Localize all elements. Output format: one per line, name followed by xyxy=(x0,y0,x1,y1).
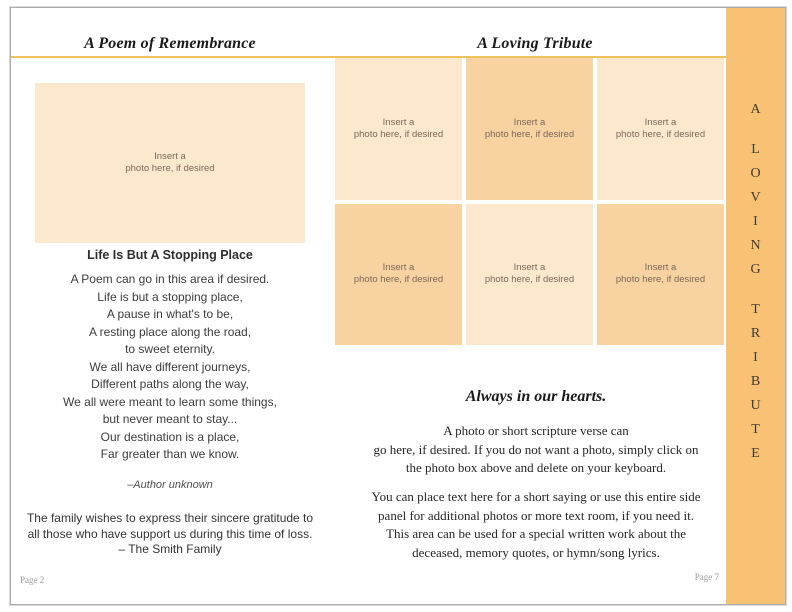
photo-placeholder-box[interactable] xyxy=(466,58,593,200)
poem-line: Far greater than we know. xyxy=(100,447,240,461)
poem-line: A Poem can go in this area if desired. xyxy=(70,272,270,286)
photo-placeholder-label: Insert a photo here, if desired xyxy=(484,116,575,140)
photo-placeholder-label: Insert a photo here, if desired xyxy=(484,262,575,286)
banner-letter: V xyxy=(750,190,761,205)
tribute-text-line: A photo or short scripture verse can xyxy=(443,423,629,438)
tribute-text-line: You can place text here for a short saying or use this entire side xyxy=(371,489,701,504)
photo-placeholder-box[interactable] xyxy=(335,58,462,200)
banner-letter: R xyxy=(750,326,761,341)
photo-placeholder-box[interactable] xyxy=(466,204,593,346)
photo-placeholder-label: Insert a photo here, if desired xyxy=(615,116,706,140)
vertical-tribute-banner xyxy=(726,8,785,604)
banner-letter: G xyxy=(750,262,761,277)
banner-letter: E xyxy=(751,446,760,461)
photo-placeholder-label: Insert a photo here, if desired xyxy=(615,262,706,286)
poem-author: –Author unknown xyxy=(127,479,213,491)
poem-line: We all have different journeys, xyxy=(89,359,251,374)
tribute-text-line: go here, if desired. If you do not want a photo, simply click on xyxy=(373,441,699,457)
tribute-paragraph-1 xyxy=(337,422,735,478)
poem-line: We all were meant to learn some things, xyxy=(63,394,277,409)
tribute-text-line: panel for additional photos or more text room, if you need it. xyxy=(378,507,694,523)
photo-placeholder-box[interactable] xyxy=(35,83,305,243)
photo-placeholder-box[interactable] xyxy=(597,204,724,346)
banner-letter: O xyxy=(750,166,761,181)
banner-letter: T xyxy=(751,302,760,317)
banner-letter: I xyxy=(753,214,758,229)
tribute-heading: Always in our hearts. xyxy=(465,388,607,405)
banner-letter: U xyxy=(750,398,761,413)
tribute-text-line: This area can be used for a special written work about the xyxy=(386,526,686,541)
photo-placeholder-label: Insert a photo here, if desired xyxy=(353,262,444,286)
photo-placeholder-box[interactable] xyxy=(335,204,462,346)
tribute-text-line: deceased, memory quotes, or hymn/song lyrics. xyxy=(412,544,660,560)
poem-title: Life Is But A Stopping Place xyxy=(87,248,253,262)
tribute-paragraph-2 xyxy=(337,488,735,562)
poem-line: A pause in what's to be, xyxy=(106,307,234,321)
family-note-line: The family wishes to express their sincere gratitude to xyxy=(26,511,314,525)
poem-line: Our destination is a place, xyxy=(100,429,240,444)
family-gratitude-note xyxy=(15,511,325,558)
poem-section xyxy=(15,248,325,464)
poem-line: but never meant to stay... xyxy=(102,412,238,426)
tribute-text-line: the photo box above and delete on your keyboard. xyxy=(405,460,667,475)
left-page-title: A Poem of Remembrance xyxy=(84,35,256,52)
banner-letter: T xyxy=(751,422,760,437)
photo-placeholder-box[interactable] xyxy=(597,58,724,200)
family-note-line: all those who have support us during this time of loss. xyxy=(27,526,313,541)
banner-letter: N xyxy=(750,238,761,253)
poem-line: Life is but a stopping place, xyxy=(97,289,243,304)
banner-letter: I xyxy=(753,350,758,365)
banner-letter: B xyxy=(750,374,761,389)
program-spread-page xyxy=(10,7,786,605)
family-note-line: – The Smith Family xyxy=(118,542,222,556)
banner-letter: L xyxy=(751,142,760,157)
poem-line: A resting place along the road, xyxy=(88,324,252,339)
photo-placeholder-label: Insert a photo here, if desired xyxy=(125,151,215,174)
right-page-number: Page 7 xyxy=(694,572,719,582)
banner-letter: A xyxy=(750,102,761,117)
left-page-number: Page 2 xyxy=(20,575,45,585)
poem-line: to sweet eternity. xyxy=(125,342,215,356)
photo-placeholder-label: Insert a photo here, if desired xyxy=(353,116,444,140)
poem-line: Different paths along the way, xyxy=(91,377,249,391)
right-page-title: A Loving Tribute xyxy=(477,35,593,52)
photo-placeholder-grid xyxy=(335,58,724,345)
